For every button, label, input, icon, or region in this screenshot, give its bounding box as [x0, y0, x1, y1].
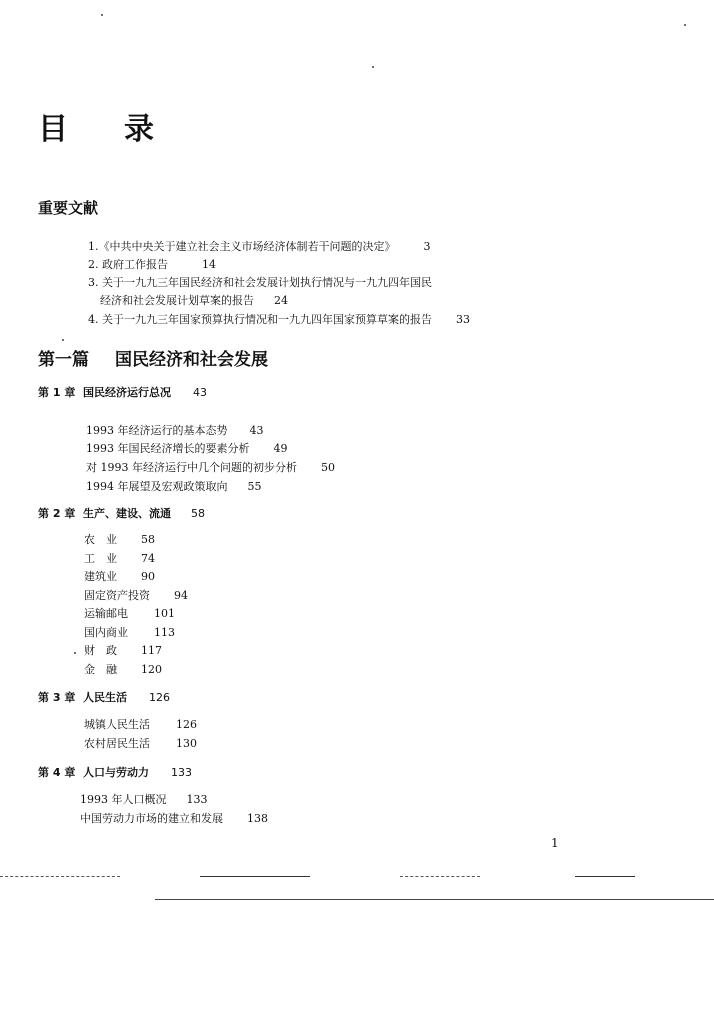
chapter-entry: 农 业 58	[84, 533, 155, 546]
chapter-entry: 运输邮电 101	[84, 607, 175, 620]
chapter-page: 133	[171, 766, 192, 779]
chapter-label: 第 3 章	[38, 691, 76, 704]
chapter-entry: 城镇人民生活 126	[84, 718, 197, 731]
chapter-label: 第 2 章	[38, 507, 76, 520]
doc-item-page: 3	[423, 240, 431, 253]
chapter-entry: 固定资产投资 94	[84, 589, 188, 602]
chapter-entry: 建筑业 90	[84, 570, 155, 583]
doc-item-text: 2. 政府工作报告	[88, 258, 168, 271]
scan-speck	[684, 24, 686, 26]
chapter-entry: 财 政 117	[84, 644, 162, 657]
scan-edge-line	[200, 876, 310, 877]
doc-item	[88, 238, 431, 254]
scan-edge-line	[0, 876, 120, 877]
doc-item-text: 1.《中共中央关于建立社会主义市场经济体制若干问题的决定》	[88, 240, 396, 253]
doc-item-text: 经济和社会发展计划草案的报告	[100, 294, 254, 307]
doc-item-text: 4. 关于一九九三年国家预算执行情况和一九九四年国家预算草案的报告	[88, 313, 432, 326]
chapter-title: 生产、建设、流通 58	[83, 507, 205, 520]
chapter-title: 人口与劳动力 133	[83, 766, 192, 779]
chapter-label: 第 1 章	[38, 386, 76, 399]
doc-item	[88, 256, 216, 272]
chapter-entry: 1994 年展望及宏观政策取向 55	[86, 480, 262, 493]
chapter-entry: 国内商业 113	[84, 626, 175, 639]
chapter-entry: 金 融 120	[84, 663, 162, 676]
doc-item	[88, 311, 470, 327]
scan-speck	[74, 652, 76, 654]
chapter-page: 126	[149, 691, 170, 704]
chapter-entry: 中国劳动力市场的建立和发展 138	[80, 812, 268, 825]
part-number: 第一篇	[38, 350, 89, 370]
page-number: 1	[551, 836, 559, 850]
scan-edge-line	[575, 876, 635, 877]
doc-item-page: 33	[456, 313, 470, 326]
scan-edge-line	[400, 876, 480, 877]
chapter-entry: 1993 年国民经济增长的要素分析 49	[86, 442, 288, 455]
chapter-entry: 1993 年人口概况 133	[80, 793, 208, 806]
doc-item-text: 3. 关于一九九三年国民经济和社会发展计划执行情况与一九九四年国民	[88, 276, 432, 289]
chapter-title: 人民生活 126	[83, 691, 170, 704]
scan-speck	[62, 339, 64, 341]
doc-item-page: 14	[202, 258, 216, 271]
title-char-1: 目	[38, 112, 68, 147]
scan-speck	[101, 14, 103, 16]
doc-item	[100, 292, 288, 308]
chapter-entry: 对 1993 年经济运行中几个问题的初步分析 50	[86, 461, 335, 474]
chapter-title: 国民经济运行总况 43	[83, 386, 207, 399]
chapter-label: 第 4 章	[38, 766, 76, 779]
chapter-entry: 1993 年经济运行的基本态势 43	[86, 424, 264, 437]
scan-speck	[372, 66, 374, 68]
doc-item-page: 24	[274, 294, 288, 307]
part-title: 国民经济和社会发展	[115, 350, 268, 370]
section-heading: 重要文献	[38, 199, 99, 217]
title-char-2: 录	[124, 112, 154, 147]
chapter-entry: 工 业 74	[84, 552, 155, 565]
doc-item	[88, 274, 432, 290]
chapter-page: 58	[191, 507, 205, 520]
chapter-entry: 农村居民生活 130	[84, 737, 197, 750]
scan-edge-line	[155, 899, 714, 900]
chapter-page: 43	[193, 386, 207, 399]
